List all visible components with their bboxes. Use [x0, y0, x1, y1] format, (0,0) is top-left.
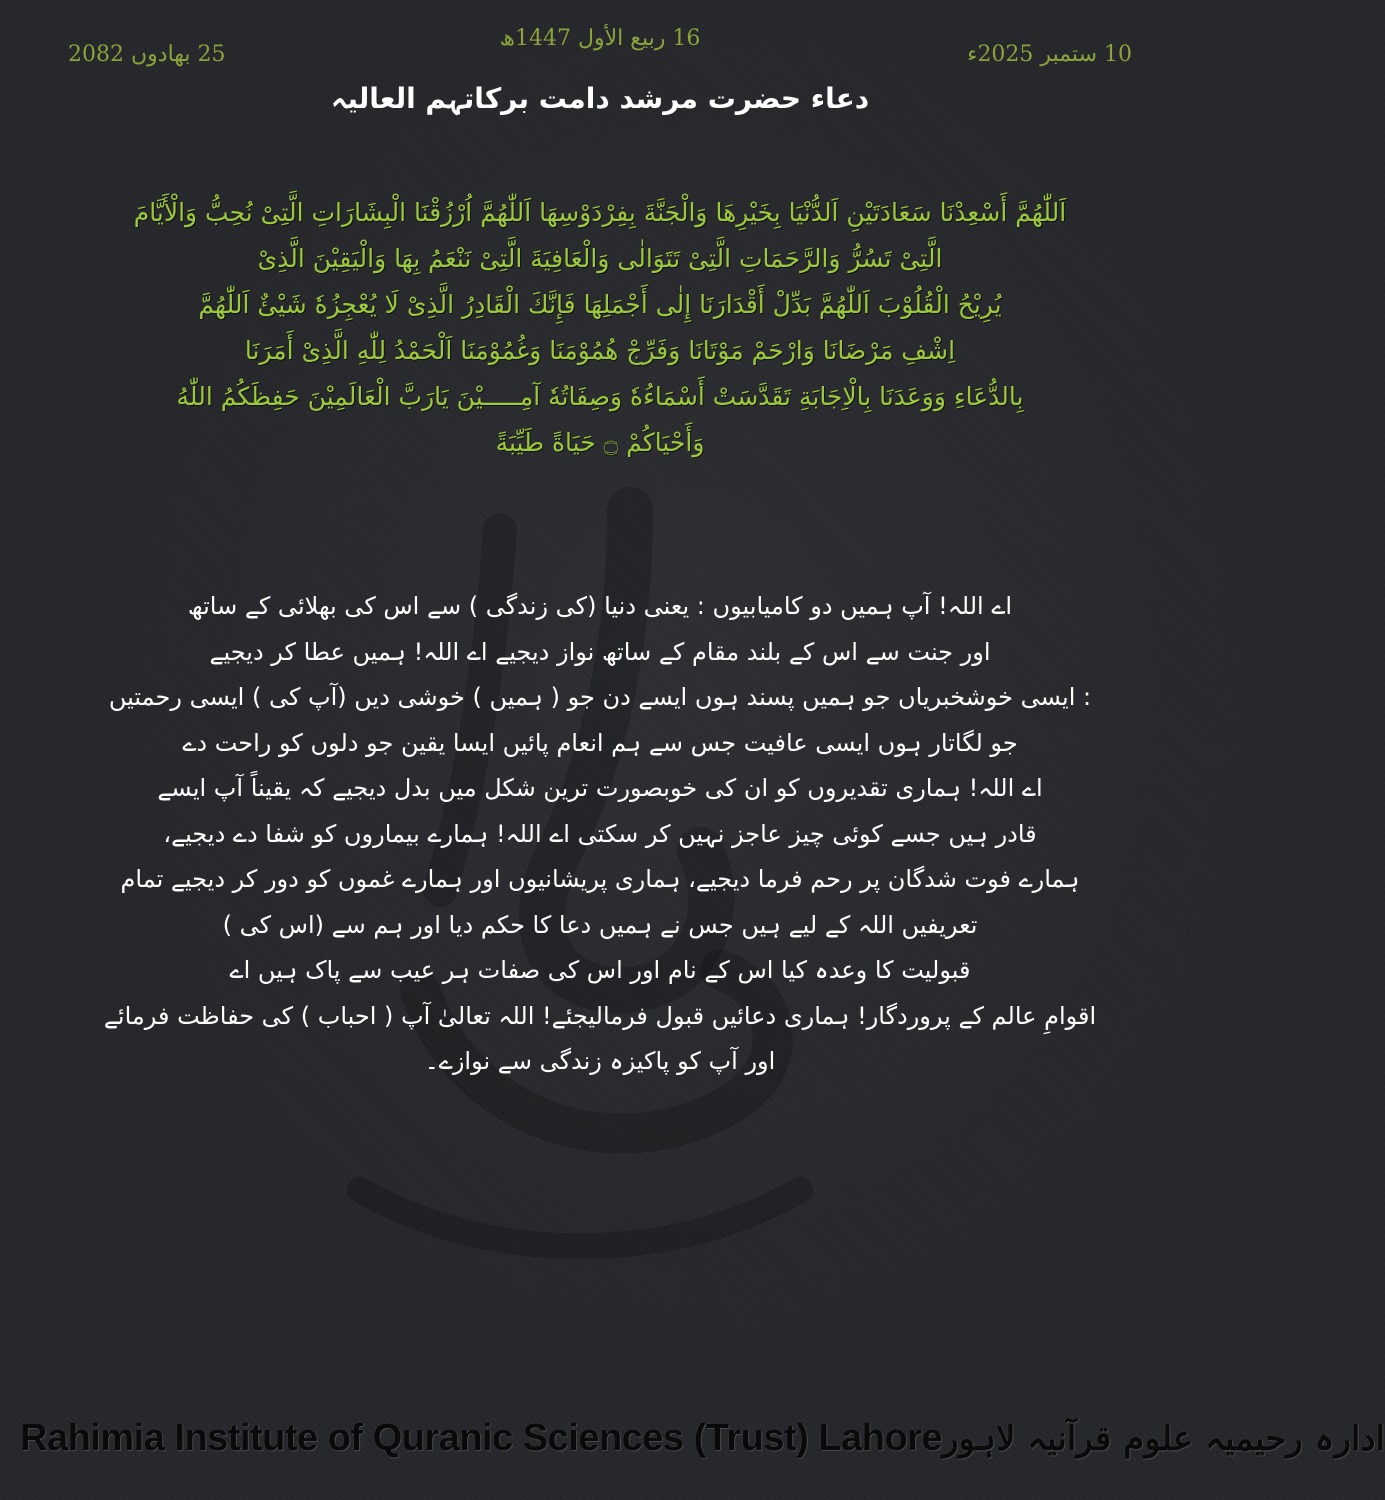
bikrami-date: 25 بھادوں 2082	[68, 42, 226, 67]
institute-name-english: Rahimia Institute of Quranic Sciences (Trust) Lahore	[20, 1416, 943, 1459]
page-title: دعاء حضرت مرشد دامت برکاتہم العالیہ	[330, 82, 870, 115]
urdu-translation-line: جو لگاتار ہوں ایسی عافیت جس سے ہم انعام پائیں ایسا یقین جو دلوں کو راحت دے	[182, 728, 1018, 757]
urdu-translation-line: قبولیت کا وعدہ کیا اس کے نام اور اس کی صفات ہر عیب سے پاک ہیں اے	[229, 956, 971, 984]
arabic-dua-line: الَّتِىْ تَسُرُّ وَالرَّحَمَاتِ الَّتِىْ تَتَوَالٰى وَالْعَافِيَةَ الَّتِىْ نَنْعَمُ بِهَا وَالْيَقِيْنَ الَّذِىْ	[257, 244, 943, 273]
arabic-dua-line: وَأَحْيَاكُمْ ۝ حَيَاةً طَيِّبَةً	[495, 428, 705, 457]
urdu-translation-line: تعریفیں اللہ کے لیے ہیں جس نے ہمیں دعا کا حکم دیا اور ہم سے (اس کی )	[222, 910, 978, 939]
urdu-translation-line: قادر ہیں جسے کوئی چیز عاجز نہیں کر سکتی اے اللہ! ہمارے بیماروں کو شفا دے دیجیے،	[163, 819, 1037, 848]
arabic-dua-line: يُرِيْحُ الْقُلُوْبَ اَللّٰهُمَّ بَدِّلْ أَقْدَارَنَا إِلٰى أَجْمَلِهَا فَإِنَّكَ الْقَادِرُ الَّذِىْ لَا يُعْجِزُهٗ شَيْئٌ اَللّٰهُمَّ	[198, 290, 1002, 319]
arabic-dua-text	[80, 190, 1120, 466]
urdu-translation-line: اقوامِ عالم کے پروردگار! ہماری دعائیں قبول فرمالیجئے! اللہ تعالیٰ آپ ( احباب ) کی حفاظت فرمائے	[103, 1001, 1097, 1030]
urdu-translation-line: اور آپ کو پاکیزہ زندگی سے نوازے۔	[424, 1047, 776, 1075]
urdu-translation-line: اے اللہ! ہماری تقدیروں کو ان کی خوبصورت ترین شکل میں بدل دیجیے کہ یقیناً آپ ایسے	[157, 774, 1043, 802]
urdu-translation-line: اے اللہ! آپ ہمیں دو کامیابیوں : یعنی دنیا (کی زندگی ) سے اس کی بھلائی کے ساتھ	[187, 592, 1013, 620]
urdu-translation-line: اور جنت سے اس کے بلند مقام کے ساتھ نواز دیجیے اے اللہ! ہمیں عطا کر دیجیے	[209, 637, 991, 666]
hijri-date: 16 ربیع الأول 1447ھ	[499, 26, 701, 51]
gregorian-date: 10 ستمبر 2025ء	[967, 42, 1132, 67]
arabic-dua-line: اِشْفِ مَرْضَانَا وَارْحَمْ مَوْتَانَا وَفَرِّجْ هُمُوْمَنَا وَغُمُوْمَنَا اَلْحَمْدُ لِلّٰهِ الَّذِىْ أَمَرَنَا	[244, 336, 956, 365]
institute-logo-calligraphy: ادارہ رحیمیہ علوم قرآنیہ لاہور	[942, 1418, 1385, 1459]
urdu-translation-line: ہمارے فوت شدگان پر رحم فرما دیجیے، ہماری پریشانیوں اور ہمارے غموں کو دور کر دیجیے تمام	[120, 865, 1080, 893]
urdu-translation-line: : ایسی خوشخبریاں جو ہمیں پسند ہوں ایسے دن جو ( ہمیں ) خوشی دیں (آپ کی ) ایسی رحمتیں	[108, 683, 1092, 711]
urdu-translation-text	[100, 584, 1100, 1085]
arabic-dua-line: بِالدُّعَاءِ وَوَعَدَنَا بِالْاِجَابَةِ تَقَدَّسَتْ أَسْمَاءُهٗ وَصِفَاتُهٗ آمِـــــيْنَ يَارَبَّ الْعَالَمِيْنَ حَفِظَكُمُ اللّٰهُ	[176, 382, 1024, 411]
institute-footer	[20, 1408, 1385, 1468]
arabic-dua-line: اَللّٰهُمَّ أَسْعِدْنَا سَعَادَتَيْنِ اَلدُّنْيَا بِخَيْرِهَا وَالْجَنَّةَ بِفِرْدَوْسِهَا اَللّٰهُمَّ اُرْزُقْنَا الْبِشَارَاتِ الَّتِىْ نُحِبُّ وَالْأَيَّامَ	[133, 198, 1067, 227]
